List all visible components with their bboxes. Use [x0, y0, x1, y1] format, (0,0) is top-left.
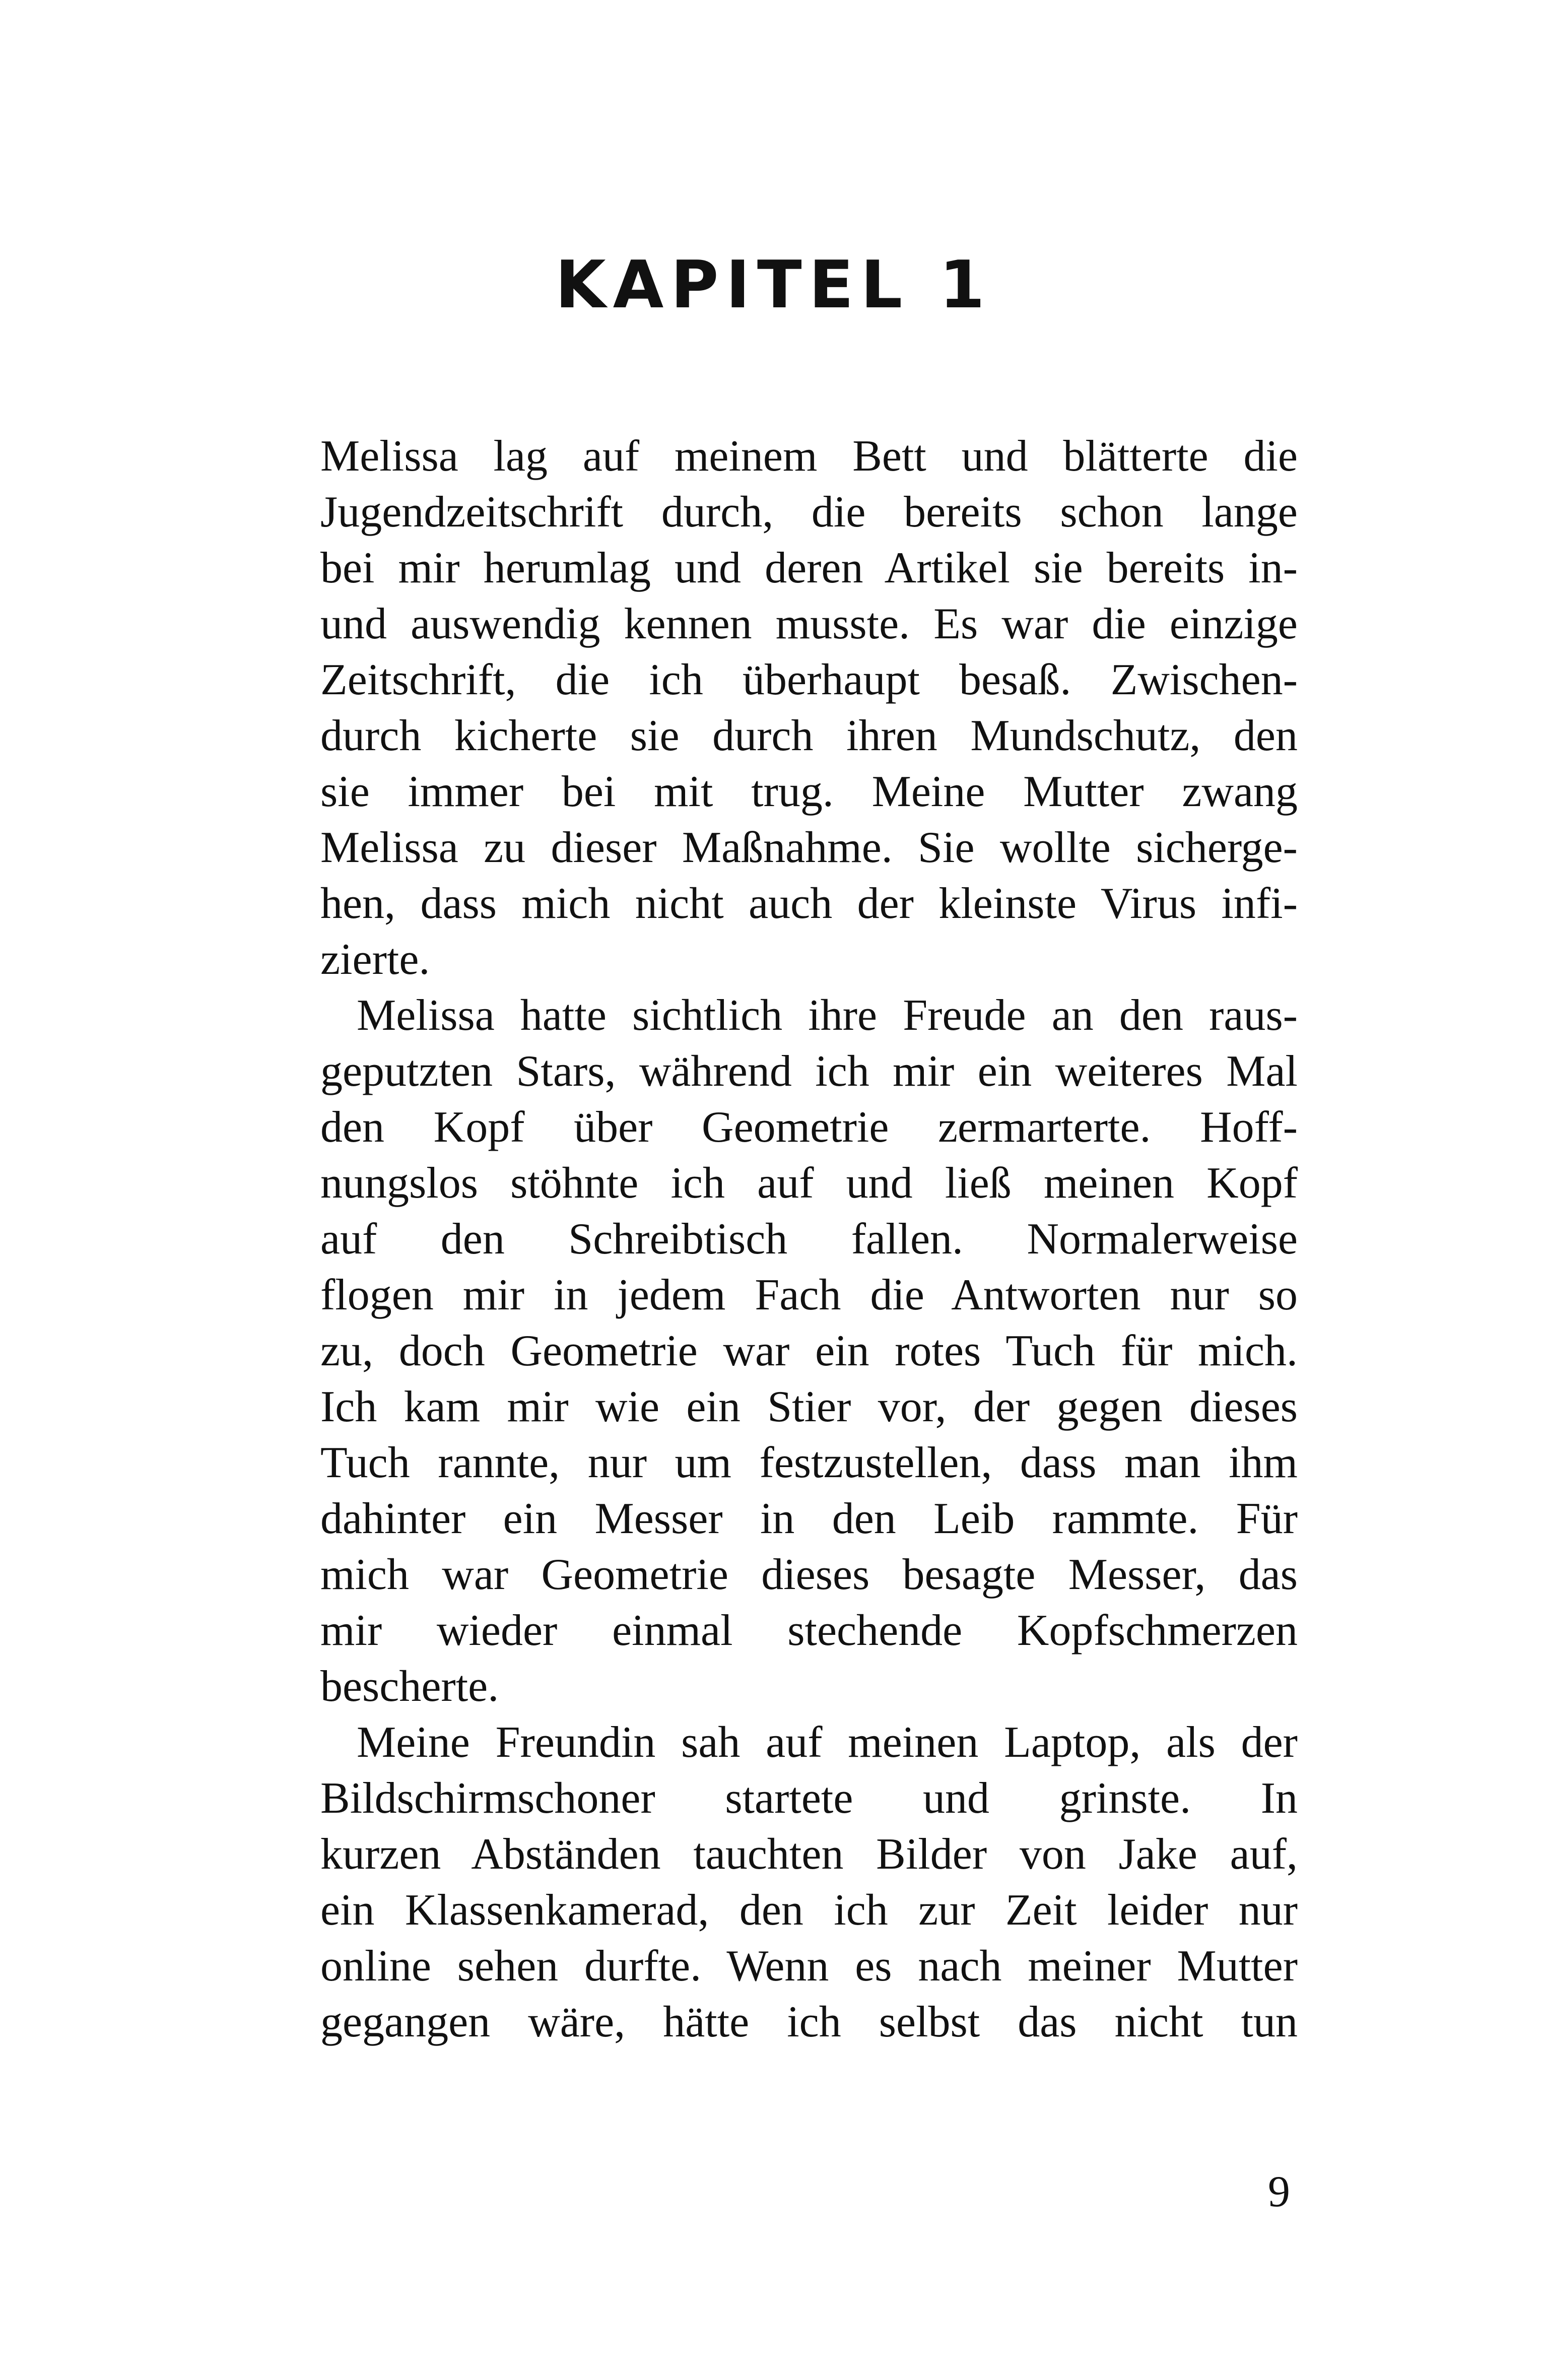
text-line: Bildschirmschoner startete und grinste. In — [320, 1774, 1298, 1823]
text-line: kurzen Abständen tauchten Bilder von Jake auf, — [320, 1830, 1298, 1879]
text-line: Zeitschrift, die ich überhaupt besaß. Zwischen- — [320, 655, 1298, 704]
text-line: Jugendzeitschrift durch, die bereits schon lange — [320, 488, 1298, 537]
text-line: durch kicherte sie durch ihren Mundschutz, den — [320, 711, 1298, 760]
body-text — [320, 428, 1298, 2050]
text-line: Meine Freundin sah auf meinen Laptop, als der — [357, 1718, 1298, 1767]
text-line: Tuch rannte, nur um festzustellen, dass man ihm — [320, 1438, 1298, 1487]
page-number: 9 — [1268, 2167, 1290, 2216]
chapter-title: KAPITEL 1 — [555, 246, 992, 323]
text-line: bei mir herumlag und deren Artikel sie bereits in- — [320, 544, 1298, 592]
text-line: online sehen durfte. Wenn es nach meiner Mutter — [320, 1942, 1298, 1991]
text-line: gegangen wäre, hätte ich selbst das nicht tun — [320, 1998, 1298, 2046]
text-line: dahinter ein Messer in den Leib rammte. Für — [320, 1494, 1298, 1543]
text-line: den Kopf über Geometrie zermarterte. Hoff- — [320, 1103, 1298, 1152]
text-line: nungslos stöhnte ich auf und ließ meinen Kopf — [320, 1159, 1298, 1208]
text-line: ein Klassenkamerad, den ich zur Zeit leider nur — [320, 1886, 1298, 1935]
text-line: Melissa lag auf meinem Bett und blätterte die — [320, 432, 1298, 481]
text-line: flogen mir in jedem Fach die Antworten nur so — [320, 1271, 1298, 1319]
text-line: zu, doch Geometrie war ein rotes Tuch für mich. — [320, 1327, 1298, 1375]
text-line: Ich kam mir wie ein Stier vor, der gegen dieses — [320, 1382, 1298, 1431]
text-line: hen, dass mich nicht auch der kleinste Virus infi- — [320, 879, 1298, 928]
text-line: bescherte. — [320, 1662, 499, 1711]
text-line: auf den Schreibtisch fallen. Normalerweise — [320, 1215, 1298, 1264]
text-line: Melissa zu dieser Maßnahme. Sie wollte sicherge- — [320, 823, 1298, 872]
text-line: geputzten Stars, während ich mir ein weiteres Mal — [320, 1047, 1298, 1096]
text-line: Melissa hatte sichtlich ihre Freude an den raus- — [357, 991, 1298, 1040]
text-line: und auswendig kennen musste. Es war die einzige — [320, 600, 1298, 648]
text-line: sie immer bei mit trug. Meine Mutter zwang — [320, 767, 1298, 816]
text-line: zierte. — [320, 935, 430, 984]
text-line: mir wieder einmal stechende Kopfschmerzen — [320, 1606, 1298, 1655]
text-line: mich war Geometrie dieses besagte Messer, das — [320, 1550, 1298, 1599]
